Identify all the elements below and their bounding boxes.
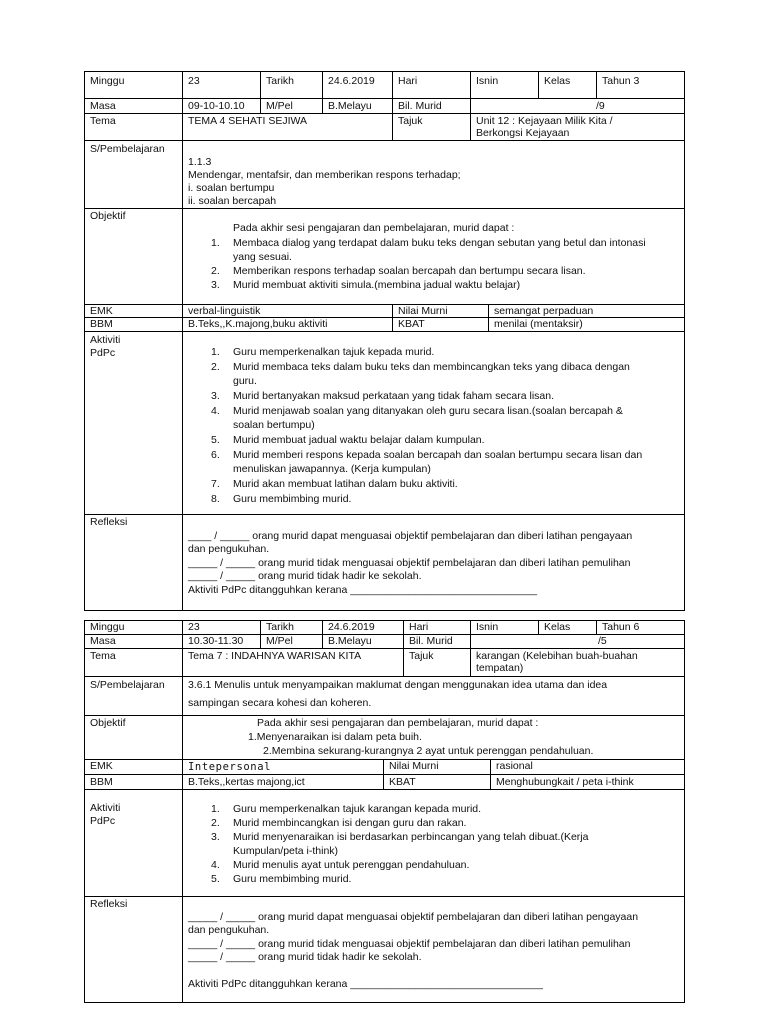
minggu-value: 23: [188, 75, 200, 87]
standard-code: 1.1.3: [188, 156, 212, 168]
hari-value: Isnin: [476, 621, 499, 633]
minggu-value: 23: [188, 621, 200, 633]
table-rule: [84, 317, 685, 318]
standard-text-line1: 3.6.1 Menulis untuk menyampaikan maklumat dengan menggunakan idea utama dan idea: [188, 679, 608, 691]
table-rule: [383, 759, 384, 789]
mpel-value: B.Melayu: [328, 100, 372, 112]
standard-text-line2: sampingan secara kohesi dan koheren.: [188, 697, 372, 709]
standard-sub-item: i. soalan bertumpu: [188, 182, 275, 194]
refleksi-line: _____ / _____ orang murid dapat menguasai objektif pembelajaran dan diberi latihan pengayaan: [188, 911, 639, 923]
mpel-value: B.Melayu: [328, 635, 372, 647]
tajuk-value-line2: tempatan): [476, 662, 524, 674]
table-rule: [488, 304, 489, 331]
table-rule: [84, 759, 685, 760]
objektif-intro: Pada akhir sesi pengajaran dan pembelajaran, murid dapat :: [233, 222, 515, 234]
bil-murid-value: /5: [598, 635, 607, 647]
table-rule: [84, 676, 685, 677]
list-item: 3. Murid menyenaraikan isi berdasarkan perbincangan yang telah dibuat.(Kerja Kumpulan/peta i-think): [211, 831, 589, 857]
aktiviti-label: Aktiviti: [90, 334, 121, 346]
nilai-murni-value: rasional: [496, 760, 533, 772]
tajuk-label: Tajuk: [409, 650, 434, 662]
table-rule: [84, 140, 685, 141]
kbat-label: KBAT: [389, 776, 416, 788]
masa-value: 10.30-11.30: [188, 635, 244, 647]
tarikh-label: Tarikh: [266, 621, 295, 633]
list-item: 5. Murid membuat jadual waktu belajar dalam kumpulan.: [211, 434, 485, 446]
list-item: 4. Murid menjawab soalan yang ditanyakan oleh guru secara lisan.(soalan bercapah & soalan bertumpu): [211, 405, 623, 431]
table-rule: [84, 774, 685, 775]
table-rule: [260, 71, 261, 113]
list-item: 1. Membaca dialog yang terdapat dalam buku teks dengan sebutan yang betul dan intonasi yang sesuai.: [211, 237, 646, 263]
refleksi-label: Refleksi: [90, 516, 128, 528]
standard-pembelajaran-label: S/Pembelajaran: [90, 679, 165, 691]
table-rule: [684, 620, 685, 1003]
table-rule: [84, 896, 685, 897]
table-rule: [84, 620, 685, 621]
emk-label: EMK: [90, 305, 113, 317]
refleksi-line: dan pengukuhan.: [188, 924, 270, 936]
table-rule: [684, 71, 685, 611]
refleksi-line: dan pengukuhan.: [188, 543, 270, 555]
table-rule: [84, 304, 685, 305]
bil-murid-label: Bil. Murid: [409, 635, 453, 647]
list-item: 5. Guru membimbing murid.: [211, 873, 352, 885]
table-rule: [84, 648, 685, 649]
objektif-intro: Pada akhir sesi pengajaran dan pembelajaran, murid dapat :: [257, 717, 539, 729]
table-rule: [470, 71, 471, 140]
aktiviti-label: Aktiviti: [90, 802, 121, 814]
bbm-label: BBM: [90, 318, 113, 330]
minggu-label: Minggu: [90, 621, 125, 633]
tema-label: Tema: [90, 650, 116, 662]
table-rule: [182, 71, 183, 611]
list-item: 2. Murid membincangkan isi dengan guru dan rakan.: [211, 817, 467, 829]
tarikh-label: Tarikh: [266, 75, 295, 87]
table-rule: [260, 620, 261, 648]
tarikh-value: 24.6.2019: [328, 621, 375, 633]
mpel-label: M/Pel: [266, 100, 293, 112]
table-rule: [84, 715, 685, 716]
objektif-item: 2.Membina sekurang-kurangnya 2 ayat untuk perenggan pendahuluan.: [263, 745, 594, 757]
table-rule: [84, 98, 685, 99]
table-rule: [392, 71, 393, 140]
list-item: 1. Guru memperkenalkan tajuk karangan kepada murid.: [211, 803, 482, 815]
hari-label: Hari: [398, 75, 418, 87]
list-item: 3. Murid bertanyakan maksud perkataan yang tidak faham secara lisan.: [211, 390, 555, 402]
tajuk-value-line1: Unit 12 : Kejayaan Milik Kita /: [476, 115, 613, 127]
hari-label: Hari: [409, 621, 429, 633]
table-rule: [84, 113, 685, 114]
kelas-label: Kelas: [544, 75, 571, 87]
list-item: 2. Memberikan respons terhadap soalan bercapah dan bertumpu secara lisan.: [211, 265, 586, 277]
kelas-value: Tahun 3: [602, 75, 640, 87]
table-rule: [84, 71, 685, 72]
objektif-label: Objektif: [90, 717, 126, 729]
masa-value: 09-10-10.10: [188, 100, 245, 112]
tema-label: Tema: [90, 115, 116, 127]
refleksi-label: Refleksi: [90, 898, 128, 910]
refleksi-line: _____ / _____ orang murid tidak hadir ke sekolah.: [188, 570, 422, 582]
list-item: 1. Guru memperkenalkan tajuk kepada murid.: [211, 346, 435, 358]
bbm-value: B.Teks,,K.majong,buku aktiviti: [188, 318, 328, 330]
list-item: 3. Murid membuat aktiviti simula.(membina jadual waktu belajar): [211, 279, 521, 291]
kbat-value: Menghubungkait / peta i-think: [496, 776, 634, 788]
table-rule: [84, 514, 685, 515]
table-rule: [322, 620, 323, 648]
list-item: 2. Murid membaca teks dalam buku teks dan membincangkan teks yang dibaca dengan guru.: [211, 361, 630, 387]
tajuk-value-line2: Berkongsi Kejayaan: [476, 127, 570, 139]
refleksi-line: _____ / _____ orang murid tidak hadir ke sekolah.: [188, 951, 422, 963]
objektif-list: [211, 236, 677, 292]
tajuk-value-line1: karangan (Kelebihan buah-buahan: [476, 650, 638, 662]
table-rule: [84, 789, 685, 790]
table-rule: [596, 620, 597, 634]
pdpc-label: PdPc: [90, 347, 116, 359]
bil-murid-value: /9: [596, 100, 605, 112]
emk-value: verbal-linguistik: [188, 305, 261, 317]
table-rule: [182, 620, 183, 1003]
standard-pembelajaran-label: S/Pembelajaran: [90, 143, 165, 155]
table-rule: [596, 71, 597, 98]
minggu-label: Minggu: [90, 75, 125, 87]
objektif-label: Objektif: [90, 210, 126, 222]
standard-sub-item: ii. soalan bercapah: [188, 195, 277, 207]
table-rule: [84, 1002, 685, 1003]
table-rule: [84, 620, 85, 1003]
refleksi-line: _____ / _____ orang murid tidak menguasai objektif pembelajaran dan diberi latihan pemulihan: [188, 938, 631, 950]
table-rule: [538, 71, 539, 98]
table-rule: [84, 71, 85, 611]
table-rule: [490, 759, 491, 789]
list-item: 8. Guru membimbing murid.: [211, 493, 352, 505]
hari-value: Isnin: [476, 75, 499, 87]
list-item: 6. Murid memberi respons kepada soalan bercapah dan soalan bertumpu secara lisan dan menuliskan jawapannya. (Kerja kumpulan): [211, 449, 643, 475]
table-rule: [538, 620, 539, 634]
pdpc-label: PdPc: [90, 815, 116, 827]
nilai-murni-label: Nilai Murni: [398, 305, 448, 317]
list-item: 7. Murid akan membuat latihan dalam buku aktiviti.: [211, 478, 458, 490]
table-rule: [470, 620, 471, 676]
tajuk-label: Tajuk: [398, 115, 423, 127]
refleksi-line: Aktiviti PdPc ditangguhkan kerana ________________________________: [188, 584, 538, 596]
emk-value: Intepersonal: [188, 761, 272, 773]
refleksi-line: Aktiviti PdPc ditangguhkan kerana _________________________________: [188, 978, 543, 990]
nilai-murni-label: Nilai Murni: [389, 760, 439, 772]
table-rule: [84, 634, 685, 635]
tema-value: TEMA 4 SEHATI SEJIWA: [188, 115, 308, 127]
objektif-item: 1.Menyenaraikan isi dalam peta buih.: [248, 731, 422, 743]
kbat-label: KBAT: [398, 318, 425, 330]
refleksi-line: ____ / _____ orang murid dapat menguasai objektif pembelajaran dan diberi latihan pengayaan: [188, 530, 633, 542]
aktiviti-list: [211, 802, 678, 886]
masa-label: Masa: [90, 100, 116, 112]
table-rule: [392, 304, 393, 331]
list-item: 4. Murid menulis ayat untuk perenggan pendahuluan.: [211, 859, 470, 871]
table-rule: [84, 208, 685, 209]
table-rule: [84, 331, 685, 332]
mpel-label: M/Pel: [266, 635, 293, 647]
bil-murid-label: Bil. Murid: [398, 100, 442, 112]
aktiviti-list: [211, 345, 678, 506]
standard-text: Mendengar, mentafsir, dan memberikan respons terhadap;: [188, 169, 461, 181]
emk-label: EMK: [90, 760, 113, 772]
kelas-value: Tahun 6: [602, 621, 640, 633]
table-rule: [403, 620, 404, 676]
nilai-murni-value: semangat perpaduan: [494, 305, 594, 317]
bbm-label: BBM: [90, 776, 113, 788]
table-rule: [322, 71, 323, 113]
table-rule: [84, 610, 685, 611]
tarikh-value: 24.6.2019: [328, 75, 375, 87]
refleksi-line: _____ / _____ orang murid tidak menguasai objektif pembelajaran dan diberi latihan pemulihan: [188, 557, 631, 569]
masa-label: Masa: [90, 635, 116, 647]
tema-value: Tema 7 : INDAHNYA WARISAN KITA: [188, 650, 362, 662]
bbm-value: B.Teks,,kertas majong,ict: [188, 776, 305, 788]
kelas-label: Kelas: [544, 621, 571, 633]
kbat-value: menilai (mentaksir): [494, 318, 583, 330]
